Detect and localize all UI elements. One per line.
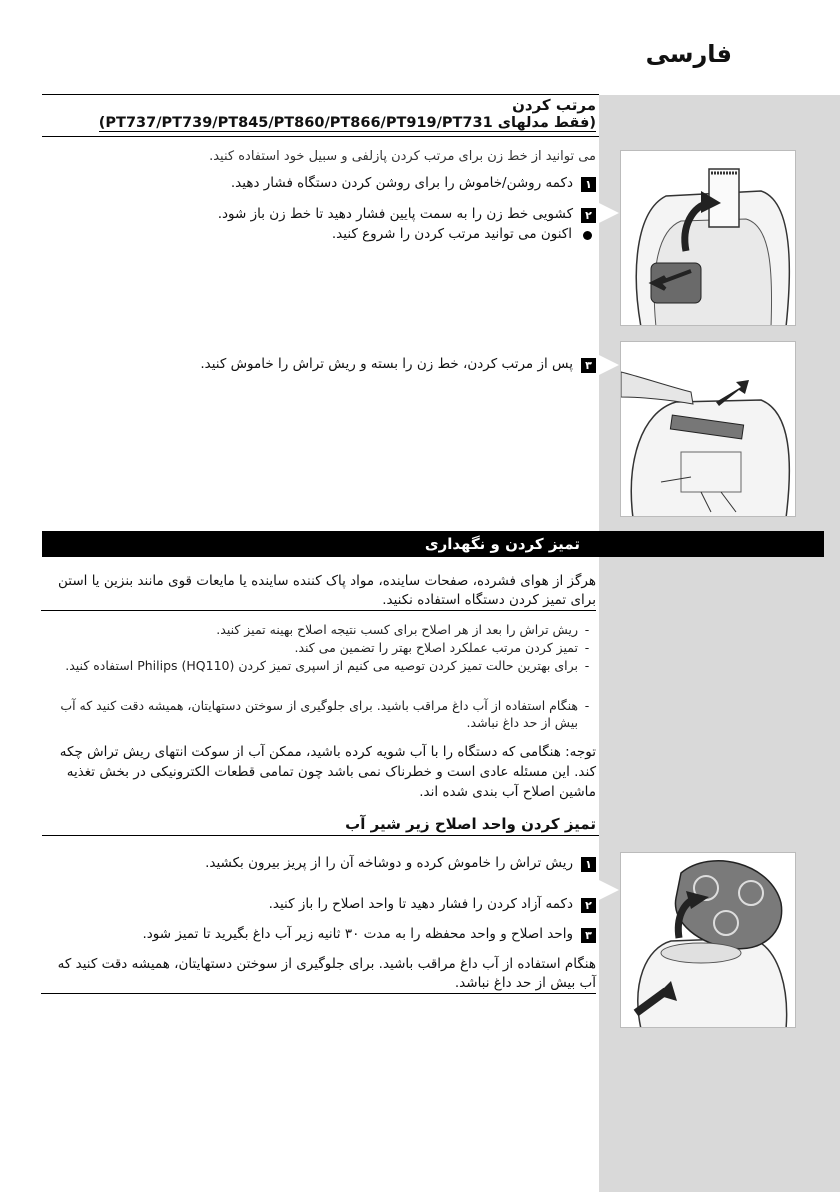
step-number: ۳ xyxy=(581,928,596,943)
step-number: ۱ xyxy=(581,177,596,192)
divider xyxy=(42,94,599,95)
step-text: کشویی خط زن را به سمت پایین فشار دهید تا خط زن باز شود. xyxy=(217,206,573,222)
trim-step-2 xyxy=(218,206,596,223)
trim-step-3 xyxy=(200,356,596,373)
language-title: فارسی xyxy=(645,40,732,68)
step-text: واحد اصلاح و واحد محفظه را به مدت ۳۰ ثانیه زیر آب داغ بگیرید تا تمیز شود. xyxy=(142,926,573,942)
divider xyxy=(42,835,599,836)
cleaning-tip-4: - هنگام استفاده از آب داغ مراقب باشید. برای جلوگیری از سوختن دستهایتان، همیشه دقت کنید که آب بیش از حد داغ نباشد. xyxy=(60,698,590,730)
cleaning-tip-2: - تمیز کردن مرتب عملکرد اصلاح بهتر را تضمین می کند. xyxy=(294,640,590,655)
tap-step-1 xyxy=(205,855,596,872)
figure-pointer xyxy=(599,355,619,375)
trim-intro: می توانید از خط زن برای مرتب کردن پازلفی و سبیل خود استفاده کنید. xyxy=(209,149,596,164)
trim-step-2-result xyxy=(332,226,596,242)
step-text: دکمه روشن/خاموش را برای روشن کردن دستگاه فشار دهید. xyxy=(230,175,573,191)
cleaning-tip-3: - برای بهترین حالت تمیز کردن توصیه می کنیم از اسپری تمیز کردن Philips (HQ110) استفاده کنید. xyxy=(65,658,590,673)
tap-section-title: تمیز کردن واحد اصلاح زیر شیر آب xyxy=(345,815,596,833)
tap-step-3 xyxy=(142,926,596,943)
cleaning-warning: هرگز از هوای فشرده، صفحات ساینده، مواد پاک کننده ساینده یا مایعات قوی مانند بنزین یا استن برای تمیز کردن دستگاه استفاده نکنید. xyxy=(41,572,596,611)
trim-models-line: (فقط مدلهای PT737/PT739/PT845/PT860/PT866/PT919/PT731) xyxy=(98,115,596,131)
cleaning-note: توجه: هنگامی که دستگاه را با آب شویه کرده باشید، ممکن آب از سوکت انتهای ریش تراش چکه کند. این مسئله عادی است و خطرناک نمی باشد چون تمامی قطعات الکترونیکی در بخش تغذیه ماشین اصلاح آب بندی شده اند. xyxy=(59,744,596,800)
step-number: ۱ xyxy=(581,857,596,872)
step-text: ریش تراش را خاموش کرده و دوشاخه آن را از پریز بیرون بکشید. xyxy=(205,855,573,871)
trim-section-title: مرتب کردن xyxy=(512,96,596,114)
tap-warning: هنگام استفاده از آب داغ مراقب باشید. برای جلوگیری از سوختن دستهایتان، همیشه دقت کنید که آب بیش از حد داغ نباشد. xyxy=(41,955,596,994)
cleaning-tip-1: - ریش تراش را بعد از هر اصلاح برای کسب نتیجه اصلاح بهینه تمیز کنید. xyxy=(216,622,590,637)
divider xyxy=(42,136,599,137)
step-text: دکمه آزاد کردن را فشار دهید تا واحد اصلاح را باز کنید. xyxy=(268,896,573,912)
shaving-unit-open-illustration xyxy=(620,852,796,1028)
figure-pointer xyxy=(599,880,619,900)
trim-step-1 xyxy=(231,175,596,192)
cleaning-section-band xyxy=(42,531,824,557)
tap-step-2 xyxy=(269,896,596,913)
step-number: ۲ xyxy=(581,898,596,913)
step-number: ۳ xyxy=(581,358,596,373)
trimmer-open-illustration xyxy=(620,150,796,326)
trimmer-close-illustration xyxy=(620,341,796,517)
figure-pointer xyxy=(599,203,619,223)
cleaning-section-title: تمیز کردن و نگهداری xyxy=(424,535,580,553)
step-text: پس از مرتب کردن، خط زن را بسته و ریش تراش را خاموش کنید. xyxy=(200,356,573,372)
step-number: ۲ xyxy=(581,208,596,223)
bullet-icon xyxy=(583,231,592,240)
result-text: اکنون می توانید مرتب کردن را شروع کنید. xyxy=(331,226,572,242)
